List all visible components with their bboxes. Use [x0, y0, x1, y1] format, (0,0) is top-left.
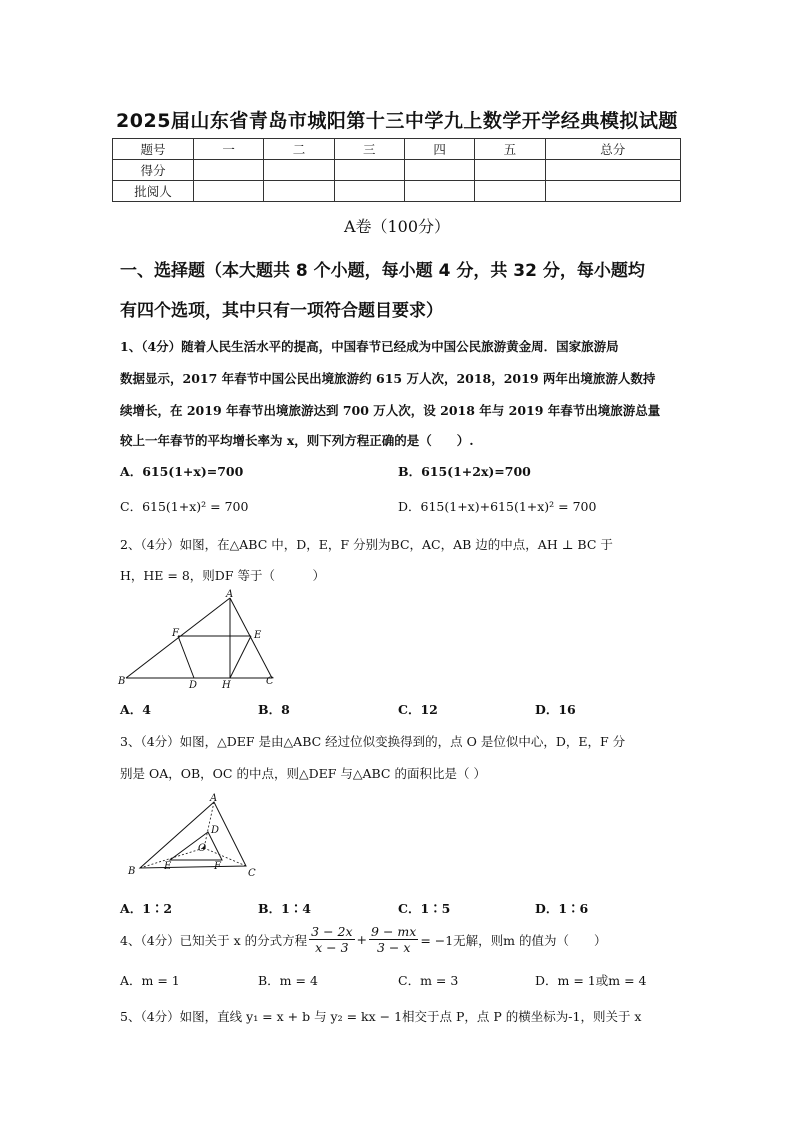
q4-option-a[interactable]: A．m = 1	[120, 973, 180, 988]
q3-label-d: D	[211, 825, 220, 836]
q3-triangle-def	[170, 832, 222, 860]
header-cell: 四	[404, 139, 474, 160]
q3-triangle-abc	[140, 802, 246, 868]
q3-homothety-figure	[122, 792, 262, 880]
grader-cell[interactable]	[264, 181, 334, 202]
q2-label-b: B	[118, 676, 126, 687]
q2-option-d[interactable]: D．16	[535, 702, 576, 717]
q5-line1: 5、（4分）如图，直线 y₁ = x + b 与 y₂ = kx − 1相交于点 P，点 P 的横坐标为-1，则关于 x	[120, 1009, 642, 1024]
header-cell: 五	[475, 139, 545, 160]
header-cell: 二	[264, 139, 334, 160]
q2-line1: 2、（4分）如图，在△ABC 中，D，E，F 分别为BC，AC，AB 边的中点，AH ⊥ BC 于	[120, 537, 613, 552]
score-cell[interactable]	[404, 160, 474, 181]
score-table-header	[113, 139, 681, 160]
q3-label-b: B	[128, 866, 136, 877]
q4-suffix: = −1无解，则m 的值为（ ）	[420, 932, 607, 948]
grader-cell[interactable]	[404, 181, 474, 202]
header-cell: 题号	[113, 139, 194, 160]
grader-cell[interactable]	[545, 181, 680, 202]
score-cell[interactable]	[545, 160, 680, 181]
q4-line	[120, 924, 607, 955]
q2-label-c: C	[266, 676, 274, 687]
q3-label-e: E	[164, 861, 172, 872]
q2-option-a[interactable]: A．4	[120, 702, 151, 717]
grader-row	[113, 181, 681, 202]
section-a-heading: A卷（100分）	[343, 217, 451, 236]
q3-option-a[interactable]: A．1∶2	[120, 901, 173, 916]
q2-option-c[interactable]: C．12	[398, 702, 438, 717]
q2-label-h: H	[222, 680, 231, 690]
q3-label-f: F	[214, 861, 221, 872]
q4-plus: +	[356, 932, 368, 947]
q4-fraction-1-denominator: x − 3	[315, 940, 349, 955]
q3-option-d[interactable]: D．1∶6	[535, 901, 589, 916]
grader-cell[interactable]	[194, 181, 264, 202]
q1-option-a[interactable]: A．615(1+x)=700	[120, 464, 244, 479]
exam-title: 2025届山东省青岛市城阳第十三中学九上数学开学经典模拟试题	[116, 110, 678, 132]
q3-line1: 3、（4分）如图，△DEF 是由△ABC 经过位似变换得到的，点 O 是位似中心，D，E，F 分	[120, 734, 626, 749]
q3-option-b[interactable]: B．1∶4	[258, 901, 311, 916]
q4-fraction-2-numerator: 9 − mx	[371, 924, 417, 939]
header-cell: 三	[334, 139, 404, 160]
q3-ray-ob	[140, 848, 204, 868]
q2-segment-eh	[230, 636, 251, 678]
score-cell[interactable]	[194, 160, 264, 181]
q4-option-d[interactable]: D．m = 1或m = 4	[535, 973, 647, 988]
q1-option-d[interactable]: D．615(1+x)+615(1+x)² = 700	[398, 499, 597, 514]
q2-label-d: D	[189, 680, 198, 690]
score-cell[interactable]	[264, 160, 334, 181]
q1-line2: 数据显示，2017 年春节中国公民出境旅游约 615 万人次，2018，2019 两年出境旅游人数持	[120, 371, 656, 386]
score-row	[113, 160, 681, 181]
q4-prefix: 4、（4分）已知关于 x 的分式方程	[120, 932, 308, 948]
q4-fraction-2	[369, 924, 418, 955]
score-cell[interactable]	[334, 160, 404, 181]
header-cell: 一	[194, 139, 264, 160]
q1-option-c[interactable]: C．615(1+x)² = 700	[120, 499, 249, 514]
q1-line4: 较上一年春节的平均增长率为 x，则下列方程正确的是（ ）.	[120, 433, 474, 448]
q3-option-c[interactable]: C．1∶5	[398, 901, 451, 916]
q4-fraction-1-numerator: 3 − 2x	[311, 924, 353, 939]
q3-ray-oc	[204, 848, 246, 866]
row-label: 得分	[113, 160, 194, 181]
score-table	[112, 138, 681, 202]
q3-label-c: C	[248, 868, 256, 879]
q2-segment-fd	[178, 636, 194, 678]
section1-heading-line1: 一、选择题（本大题共 8 个小题，每小题 4 分，共 32 分，每小题均	[120, 261, 645, 281]
q2-line2: H，HE = 8，则DF 等于（ ）	[120, 568, 325, 583]
q2-label-f: F	[172, 628, 179, 639]
score-cell[interactable]	[475, 160, 545, 181]
q2-label-a: A	[226, 589, 234, 600]
q1-option-b[interactable]: B．615(1+2x)=700	[398, 464, 531, 479]
q3-label-a: A	[210, 793, 218, 804]
grader-cell[interactable]	[334, 181, 404, 202]
grader-cell[interactable]	[475, 181, 545, 202]
q4-fraction-1	[309, 924, 354, 955]
q3-label-o: O	[198, 843, 207, 854]
q4-fraction-2-denominator: 3 − x	[376, 940, 411, 955]
header-cell: 总分	[545, 139, 680, 160]
section1-heading-line2: 有四个选项，其中只有一项符合题目要求）	[120, 301, 443, 321]
q2-label-e: E	[254, 630, 262, 641]
q1-line1: 1、（4分）随着人民生活水平的提高，中国春节已经成为中国公民旅游黄金周．国家旅游局	[120, 339, 619, 354]
q4-option-c[interactable]: C．m = 3	[398, 973, 459, 988]
q3-line2: 别是 OA，OB，OC 的中点，则△DEF 与△ABC 的面积比是（ ）	[120, 766, 486, 781]
row-label: 批阅人	[113, 181, 194, 202]
q2-triangle-figure	[116, 588, 281, 690]
q1-line3: 续增长，在 2019 年春节出境旅游达到 700 万人次，设 2018 年与 2019 年春节出境旅游总量	[120, 403, 661, 418]
q4-option-b[interactable]: B．m = 4	[258, 973, 318, 988]
q2-option-b[interactable]: B．8	[258, 702, 290, 717]
